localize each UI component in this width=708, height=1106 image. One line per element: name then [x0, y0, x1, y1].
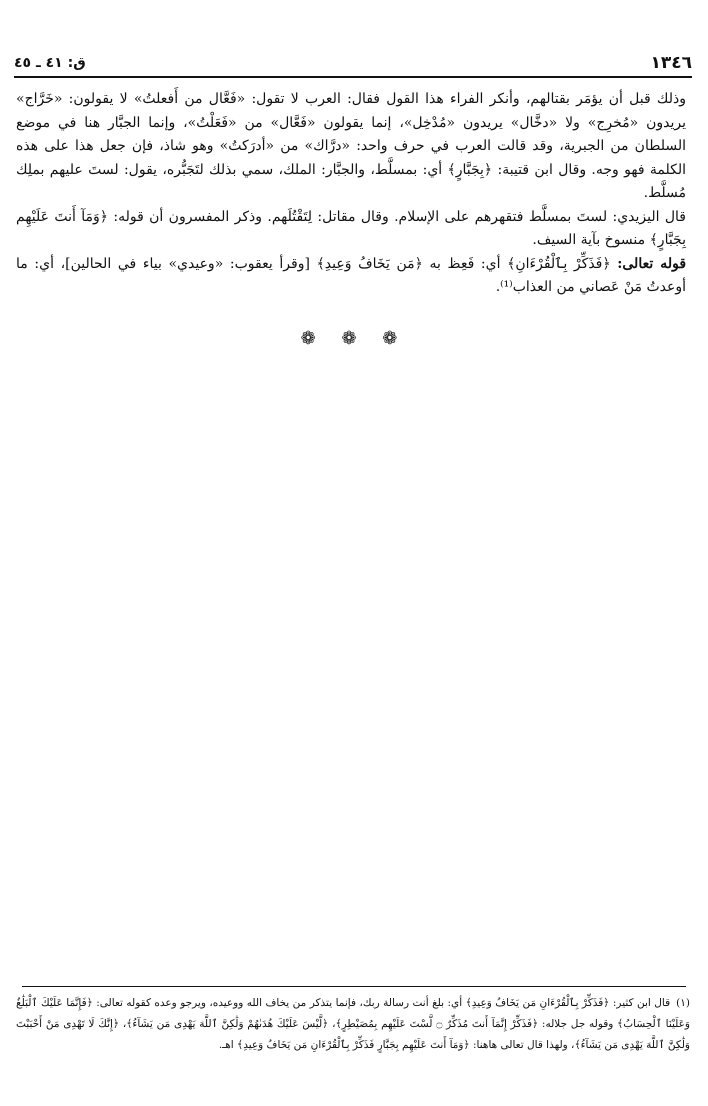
- footnote-number: (١): [676, 997, 690, 1009]
- footnotes: [16, 993, 690, 1056]
- footnote: [16, 993, 690, 1056]
- page-header: [14, 50, 692, 76]
- paragraph-2: قال اليزيدي: لستَ بمسلَّط فتقهرهم على الإسلام. وقال مقاتل: لِتَقْتُلَهم. وذكر المفسرون أن قوله: ﴿وَمَآ أَنتَ عَلَيْهِم بِجَبَّارٍ﴾ منسوخ بآية السيف.: [16, 208, 686, 248]
- paragraph-3: [16, 253, 686, 300]
- surah-reference: ق: ٤١ ـ ٤٥: [14, 55, 86, 71]
- footnote-text: قال ابن كثير: ﴿فَذَكِّرْ بِٱلْقُرْءَانِ مَن يَخَافُ وَعِيدِ﴾ أي: بلغ أنت رسالة ربك، فإنما يتذكر من يخاف الله ووعيده، ويرجو وعده كقوله تعالى: ﴿فَإِنَّمَا عَلَيْكَ ٱلْبَلَٰغُ وَعَلَيْنَا ٱلْحِسَابُ﴾ وقوله جل جلاله: ﴿فَذَكِّرْ إِنَّمَآ أَنتَ مُذَكِّرٌ ۝ لَّسْتَ عَلَيْهِم بِمُصَيْطِرٍ﴾، ﴿لَّيْسَ عَلَيْكَ هُدَىٰهُمْ وَلَٰكِنَّ ٱللَّهَ يَهْدِى مَن يَشَآءُ﴾، ﴿إِنَّكَ لَا تَهْدِى مَنْ أَحْبَبْتَ وَلَٰكِنَّ ٱللَّهَ يَهْدِى مَن يَشَآءُ﴾، ولهذا قال تعالى هاهنا: ﴿وَمَآ أَنتَ عَلَيْهِم بِجَبَّارٍ فَذَكِّرْ بِٱلْقُرْءَانِ مَن يَخَافُ وَعِيدِ﴾ اهـ.: [16, 997, 690, 1051]
- paragraph-3-text: ﴿فَذَكِّرْ بِٱلْقُرْءَانِ﴾ أي: فَعِظ به ﴿مَن يَخَافُ وَعِيدِ﴾ [وقرأ يعقوب: «وعيدي» بياء في الحالين]، أي: ما أوعدتُ مَنْ عَصاني من العذاب⁽¹⁾.: [16, 255, 686, 295]
- header-rule: [14, 76, 692, 78]
- main-text: [16, 88, 686, 300]
- verse-lead: قوله تعالى:: [617, 255, 687, 272]
- footnote-rule: [22, 986, 686, 987]
- section-ornament: ❁ ❁ ❁: [300, 328, 408, 349]
- page-number: ١٣٤٦: [650, 53, 692, 73]
- paragraph-1: وذلك قبل أن يؤمَر بقتالهم، وأنكر الفراء هذا القول فقال: العرب لا تقول: «فَعَّال من أَفعلتُ» لا يقولون: «خَرَّاج» يريدون «مُخرِج» ولا «دخَّال» يريدون «مُدْخِل»، إنما يقولون «فَعَّال» من «فَعَلْتُ»، وإنما الجبَّار هنا في موضع السلطان من الجبرية، وقد قالت العرب في حرف واحد: «درَّاك» من «أدرَكتُ» وهو شاذ، فإن جعل هذا على هذه الكلمة فهو وجه. وقال ابن قتيبة: ﴿بِجَبَّارٍ﴾ أي: بمسلَّط، والجبَّار: الملك، سمي بذلك لتَجَبُّره، يقول: لستَ عليهم بملِك مُسلَّط.: [16, 91, 686, 201]
